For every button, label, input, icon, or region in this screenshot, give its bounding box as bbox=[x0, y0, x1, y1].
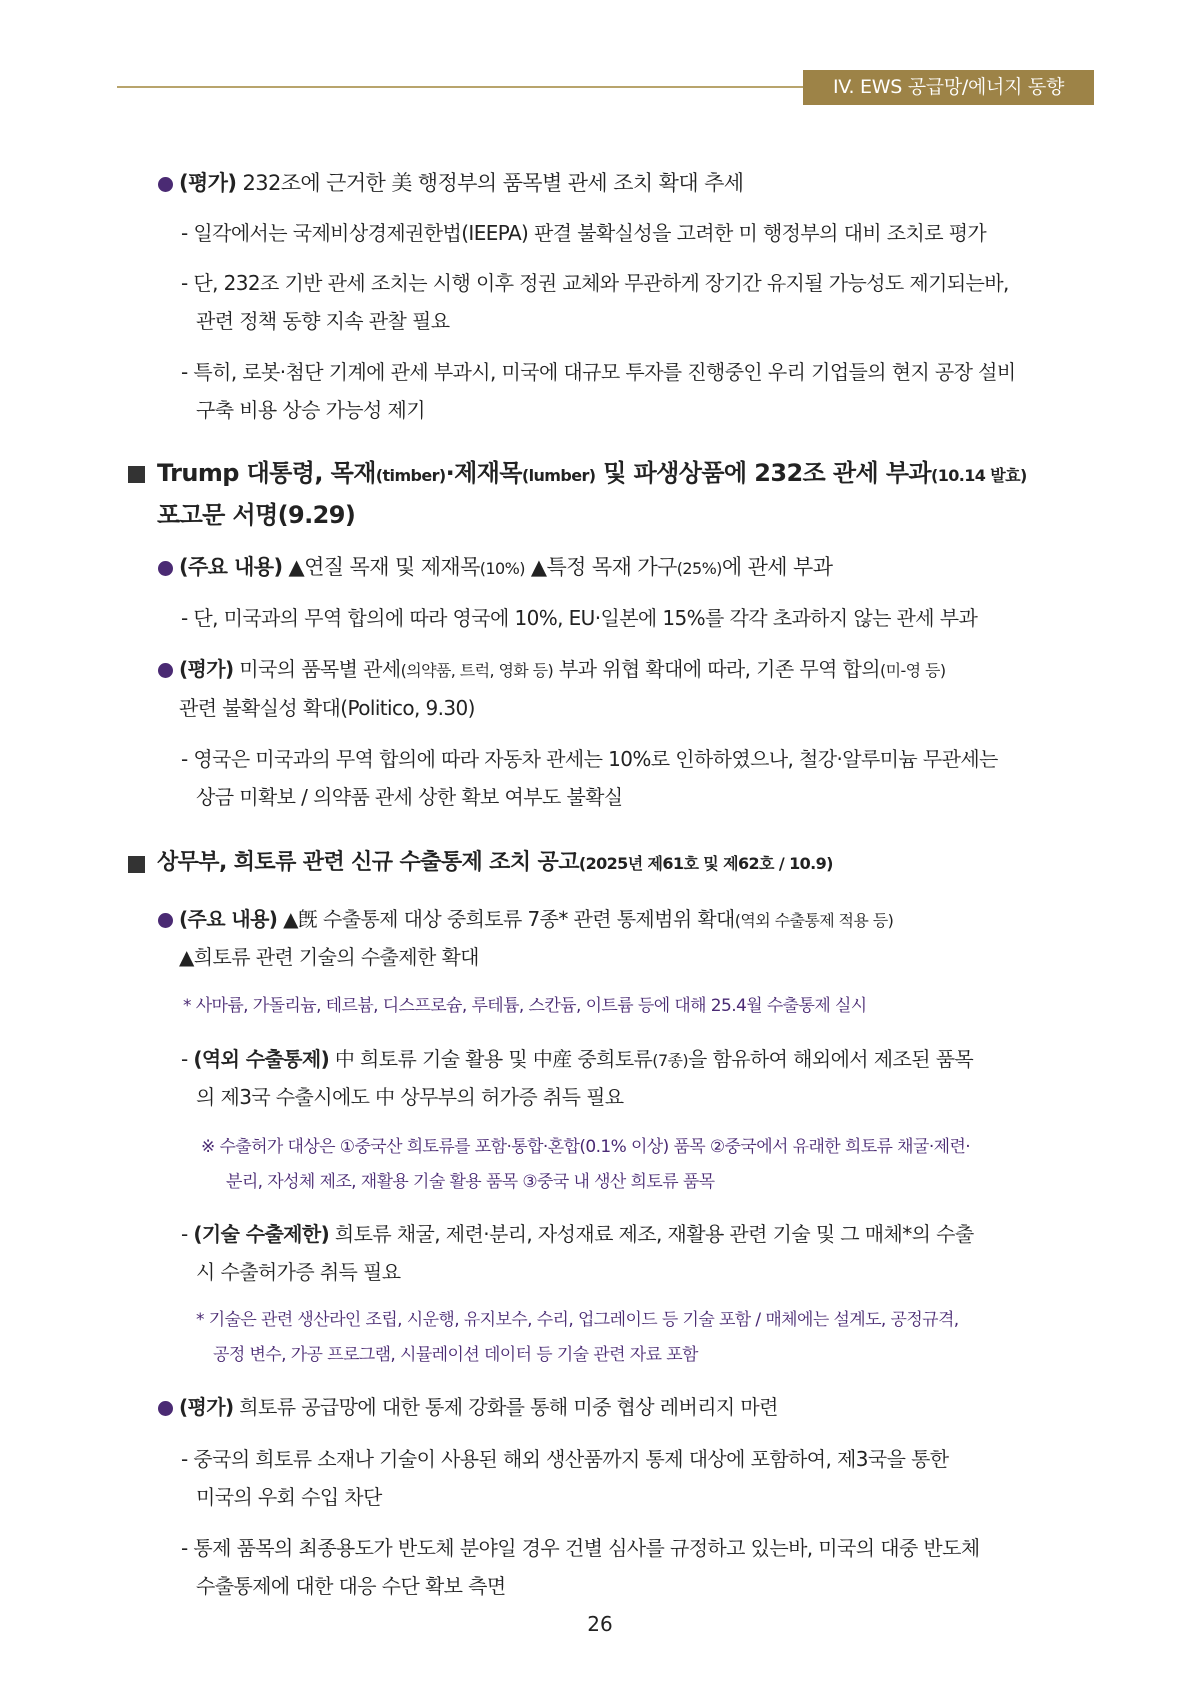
main-content-line: (주요 내용) ▲연질 목재 및 제재목(10%) ▲특정 목재 가구(25%)에 관세 부과 bbox=[179, 555, 833, 579]
footnote: * 사마륨, 가돌리늄, 테르븀, 디스프로슘, 루테튬, 스칸듐, 이트륨 등에 대해 25.4월 수출통제 실시 bbox=[183, 996, 867, 1016]
footnote-cont: 공정 변수, 가공 프로그램, 시뮬레이션 데이터 등 기술 관련 자료 포함 bbox=[213, 1345, 698, 1365]
detail-item-cont: 시 수출허가증 취득 필요 bbox=[196, 1260, 401, 1284]
bullet-circle bbox=[158, 1401, 173, 1416]
header-rule bbox=[117, 86, 803, 88]
detail-item-cont: 의 제3국 수출시에도 中 상무부의 허가증 취득 필요 bbox=[196, 1085, 624, 1109]
page-number: 26 bbox=[587, 1612, 613, 1636]
detail-item-cont: 상금 미확보 / 의약품 관세 상한 확보 여부도 불확실 bbox=[196, 785, 623, 809]
bullet-square bbox=[128, 466, 145, 483]
evaluation-line-cont: 관련 불확실성 확대(Politico, 9.30) bbox=[179, 696, 475, 720]
detail-item-cont: 구축 비용 상승 가능성 제기 bbox=[196, 398, 425, 422]
bullet-circle bbox=[158, 913, 173, 928]
detail-item: - (역외 수출통제) 中 희토류 기술 활용 및 中産 중희토류(7종)을 함유하여 해외에서 제조된 품목 bbox=[181, 1047, 974, 1071]
detail-item: - 영국은 미국과의 무역 합의에 따라 자동차 관세는 10%로 인하하였으나, 철강·알루미늄 무관세는 bbox=[181, 747, 998, 771]
section-header-tab: IV. EWS 공급망/에너지 동향 bbox=[803, 70, 1094, 105]
section-title: 상무부, 희토류 관련 신규 수출통제 조치 공고(2025년 제61호 및 제62호 / 10.9) bbox=[157, 850, 833, 875]
evaluation-line: (평가) 희토류 공급망에 대한 통제 강화를 통해 미중 협상 레버리지 마련 bbox=[179, 1395, 778, 1419]
section-title-cont: 포고문 서명(9.29) bbox=[157, 501, 356, 529]
detail-item: - 특히, 로봇·첨단 기계에 관세 부과시, 미국에 대규모 투자를 진행중인 우리 기업들의 현지 공장 설비 bbox=[181, 360, 1016, 384]
reference-note: ※ 수출허가 대상은 ①중국산 희토류를 포함·통합·혼합(0.1% 이상) 품목 ②중국에서 유래한 희토류 채굴·제련· bbox=[201, 1137, 971, 1157]
detail-item: - (기술 수출제한) 희토류 채굴, 제련·분리, 자성재료 제조, 재활용 관련 기술 및 그 매체*의 수출 bbox=[181, 1222, 974, 1246]
detail-item-cont: 수출통제에 대한 대응 수단 확보 측면 bbox=[196, 1574, 506, 1598]
detail-item: - 통제 품목의 최종용도가 반도체 분야일 경우 건별 심사를 규정하고 있는바, 미국의 대중 반도체 bbox=[181, 1536, 980, 1560]
detail-item-cont: 관련 정책 동향 지속 관찰 필요 bbox=[196, 309, 450, 333]
section-title: Trump 대통령, 목재(timber)·제재목(lumber) 및 파생상품에 232조 관세 부과(10.14 발효) bbox=[157, 459, 1027, 487]
footnote: * 기술은 관련 생산라인 조립, 시운행, 유지보수, 수리, 업그레이드 등 기술 포함 / 매체에는 설계도, 공정규격, bbox=[196, 1310, 959, 1330]
bullet-circle bbox=[158, 177, 173, 192]
bullet-circle bbox=[158, 561, 173, 576]
detail-item: - 단, 232조 기반 관세 조치는 시행 이후 정권 교체와 무관하게 장기간 유지될 가능성도 제기되는바, bbox=[181, 271, 1009, 295]
main-content-line-cont: ▲희토류 관련 기술의 수출제한 확대 bbox=[179, 945, 479, 969]
evaluation-line: (평가) 미국의 품목별 관세(의약품, 트럭, 영화 등) 부과 위협 확대에 따라, 기존 무역 합의(미-영 등) bbox=[179, 657, 946, 681]
bullet-circle bbox=[158, 663, 173, 678]
evaluation-line: (평가) 232조에 근거한 美 행정부의 품목별 관세 조치 확대 추세 bbox=[179, 171, 744, 195]
detail-item: - 일각에서는 국제비상경제권한법(IEEPA) 판결 불확실성을 고려한 미 행정부의 대비 조치로 평가 bbox=[181, 221, 987, 245]
main-content-line: (주요 내용) ▲旣 수출통제 대상 중희토류 7종* 관련 통제범위 확대(역외 수출통제 적용 등) bbox=[179, 907, 894, 931]
detail-item: - 중국의 희토류 소재나 기술이 사용된 해외 생산품까지 통제 대상에 포함하여, 제3국을 통한 bbox=[181, 1447, 949, 1471]
detail-item: - 단, 미국과의 무역 합의에 따라 영국에 10%, EU·일본에 15%를 각각 초과하지 않는 관세 부과 bbox=[181, 606, 978, 630]
detail-item-cont: 미국의 우회 수입 차단 bbox=[196, 1485, 382, 1509]
reference-note-cont: 분리, 자성체 제조, 재활용 기술 활용 품목 ③중국 내 생산 희토류 품목 bbox=[226, 1172, 715, 1192]
bullet-square bbox=[128, 856, 145, 873]
